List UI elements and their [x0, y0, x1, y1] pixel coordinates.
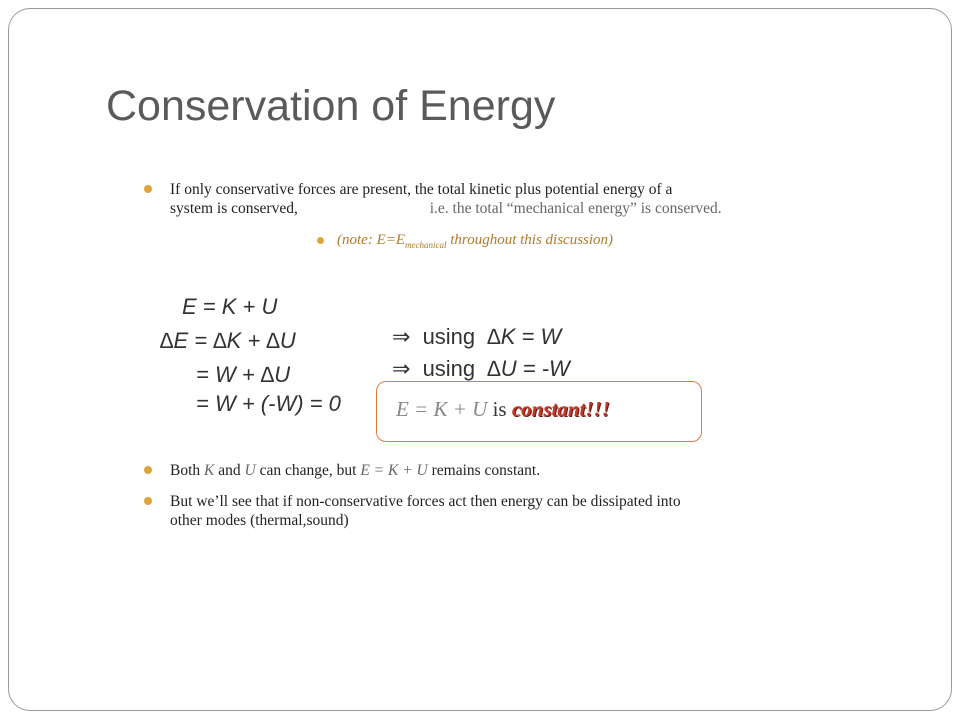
bullet-conservative: [170, 180, 870, 218]
bullet-dot: [144, 497, 152, 505]
note-suffix: throughout this discussion): [446, 232, 614, 248]
bullet-line: If only conservative forces are present, the total kinetic plus potential energy of a: [170, 181, 673, 198]
constant-emphasis: constant!!!: [511, 397, 610, 421]
bullet-equation: E = K + U: [360, 462, 428, 479]
using-word: using: [422, 356, 476, 381]
sub-bullet-dot: [317, 237, 324, 244]
callout-is: is: [487, 397, 512, 421]
equation-energy: E = K + U: [182, 294, 278, 319]
equation-zero: = W + (-W) = 0: [196, 391, 341, 416]
using-delta-u: [392, 356, 570, 382]
bullet-dot: [144, 185, 152, 193]
callout-expression: E = K + U: [396, 397, 488, 421]
bullet-line: But we’ll see that if non-conservative forces act then energy can be dissipated into: [170, 493, 681, 510]
equation-work-delta-u: = W + ∆U: [196, 362, 291, 387]
equation-delta-energy: ∆E = ∆K + ∆U: [160, 328, 296, 353]
bullet-text: remains constant.: [427, 462, 541, 479]
bullet-u: U: [244, 462, 256, 479]
note-text: [337, 231, 613, 255]
using-word: using: [422, 324, 476, 349]
bullet-dot: [144, 466, 152, 474]
delta-u-equation: ∆U = -W: [487, 356, 570, 381]
bullet-k: K: [204, 462, 215, 479]
constant-callout-text: [396, 397, 610, 422]
bullet-non-conservative: [170, 492, 870, 530]
using-delta-k: [392, 324, 561, 350]
bullet-both-change: [170, 461, 540, 480]
implies-arrow-icon: ⇒: [392, 356, 411, 381]
note-prefix: (note: E=E: [337, 232, 406, 248]
implies-arrow-icon: ⇒: [392, 324, 411, 349]
bullet-line-mechanical: i.e. the total “mechanical energy” is conserved.: [429, 200, 722, 217]
bullet-text: and: [214, 462, 245, 479]
bullet-line: system is conserved,: [170, 200, 298, 217]
slide-title: Conservation of Energy: [106, 82, 556, 130]
note-subscript: mechanical: [405, 240, 447, 250]
bullet-line: other modes (thermal,sound): [170, 512, 349, 529]
bullet-text: can change, but: [255, 462, 361, 479]
bullet-text: Both: [170, 462, 205, 479]
delta-k-equation: ∆K = W: [487, 324, 562, 349]
